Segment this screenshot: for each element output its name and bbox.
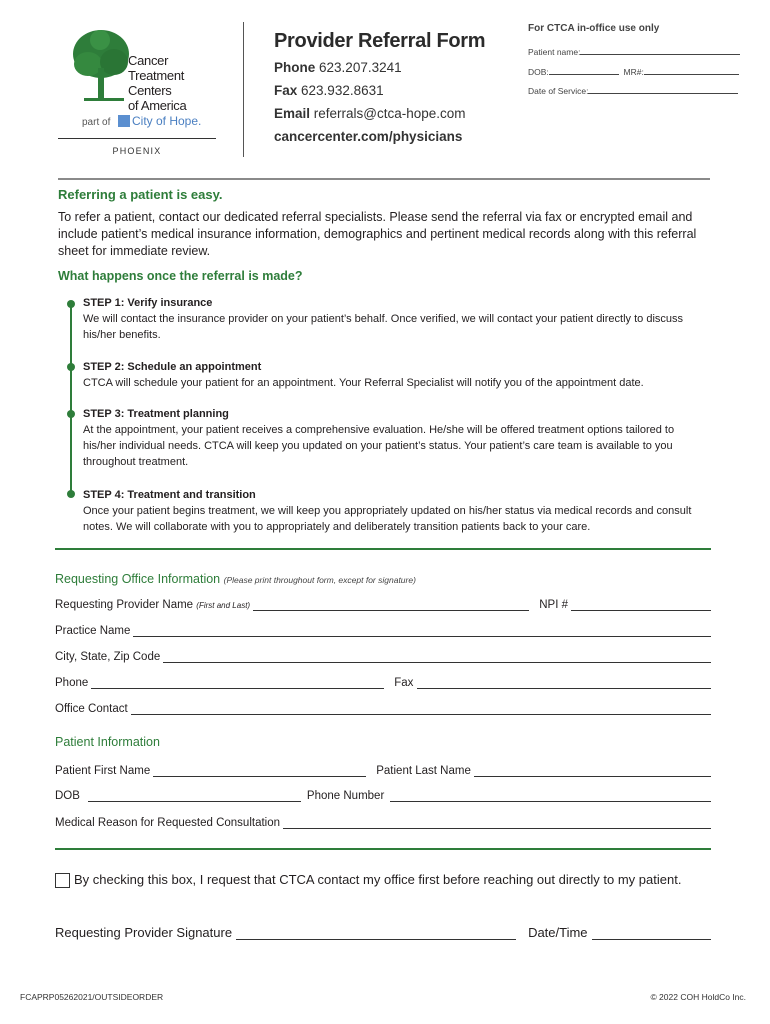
signature-label: Requesting Provider Signature (55, 925, 233, 940)
logo-wordmark (128, 53, 186, 113)
fax-line (274, 83, 384, 98)
city-state-zip-label: City, State, Zip Code (55, 651, 161, 663)
patient-phone-label: Phone Number (306, 790, 385, 802)
reason-field[interactable] (283, 816, 711, 829)
step-2 (83, 359, 708, 391)
step-3 (83, 406, 708, 470)
practice-name-field[interactable] (133, 624, 711, 637)
step-4-title: STEP 4: Treatment and transition (83, 489, 256, 501)
practice-name-label: Practice Name (55, 625, 131, 637)
step-2-title: STEP 2: Schedule an appointment (83, 361, 262, 373)
dob-field[interactable] (88, 789, 301, 802)
steps-timeline (70, 304, 72, 494)
step-2-dot (67, 363, 75, 371)
checkbox-label: By checking this box, I request that CTCA contact my office first before reaching out directly to my patient. (74, 872, 682, 887)
patient-info-title: Patient Information (55, 735, 160, 749)
reason-label: Medical Reason for Requested Consultation (55, 817, 281, 829)
city-of-hope-logo (118, 114, 201, 128)
section-divider-green (55, 548, 711, 550)
step-4-dot (67, 490, 75, 498)
signature-row (55, 922, 711, 940)
contact-office-first-checkbox[interactable] (55, 873, 70, 888)
phone-line (274, 60, 402, 75)
part-of-label: part of (82, 117, 111, 128)
office-patient-name-field[interactable] (580, 45, 740, 55)
city-of-hope-icon (118, 115, 130, 127)
location-label: PHOENIX (112, 146, 162, 156)
office-patient-name-label: Patient name: (528, 47, 581, 57)
phone-label: Phone (274, 60, 316, 75)
datetime-field[interactable] (592, 925, 711, 940)
intro-body: To refer a patient, contact our dedicated referral specialists. Please send the referral via fax or encrypted email and include patient’s medical insurance information, demographics and pertinent medical records along with this referral sheet for immediate review. (58, 210, 697, 258)
fax-label: Fax (274, 83, 298, 98)
dob-label: DOB (55, 790, 80, 802)
phone-fax-row (55, 673, 711, 689)
logo-line-2: Treatment (128, 68, 185, 83)
last-name-label: Patient Last Name (376, 765, 471, 777)
email-value[interactable]: referrals@ctca-hope.com (313, 106, 466, 121)
provider-name-row (55, 595, 711, 611)
npi-field[interactable] (571, 598, 711, 611)
reason-row (55, 813, 711, 829)
office-dob-mr (528, 65, 739, 77)
header-vertical-divider (243, 22, 244, 157)
step-4 (83, 487, 708, 535)
office-use-title: For CTCA in-office use only (528, 23, 660, 34)
step-4-text: Once your patient begins treatment, we will keep you appropriately updated on his/her status via medical records and consult notes. We will collaborate with you to appropriately and deliberately transition patients back to your care. (83, 505, 692, 533)
office-date-of-service (528, 84, 738, 96)
patient-name-row (55, 761, 711, 777)
first-name-field[interactable] (153, 764, 366, 777)
dob-phone-row (55, 786, 711, 802)
logo-line-1: Cancer (128, 53, 169, 68)
office-dob-field[interactable] (549, 65, 619, 75)
office-mr-field[interactable] (644, 65, 739, 75)
requesting-office-title (55, 572, 416, 586)
city-state-zip-field[interactable] (163, 650, 711, 663)
office-fax-field[interactable] (417, 676, 711, 689)
requesting-office-title-text: Requesting Office Information (55, 572, 221, 586)
office-dos-label: Date of Service: (528, 86, 589, 96)
provider-name-hint: (First and Last) (196, 601, 251, 610)
tree-logo-icon (70, 28, 132, 104)
office-dob-label: DOB: (528, 67, 549, 77)
step-3-dot (67, 410, 75, 418)
office-contact-row (55, 699, 711, 715)
practice-name-row (55, 621, 711, 637)
form-code: FCAPRP05262021/OUTSIDEORDER (20, 992, 164, 1002)
signature-field[interactable] (236, 925, 516, 940)
provider-name-label-text: Requesting Provider Name (55, 599, 194, 611)
provider-name-label (55, 599, 250, 611)
email-line (274, 106, 466, 121)
step-1-title: STEP 1: Verify insurance (83, 297, 213, 309)
header-divider (58, 138, 216, 139)
office-mr-label: MR#: (623, 67, 644, 77)
fax-value: 623.932.8631 (301, 83, 384, 98)
logo-line-3: Centers (128, 83, 172, 98)
step-1 (83, 295, 708, 343)
step-3-text: At the appointment, your patient receives a comprehensive evaluation. He/she will be offered treatment options tailored to his/her individual needs. CTCA will keep you updated on your patient’s status. Your patient’s care team is available to you throughout treatment. (83, 424, 675, 468)
step-2-text: CTCA will schedule your patient for an appointment. Your Referral Specialist will notify you of the appointment date. (83, 377, 644, 389)
office-dos-field[interactable] (588, 84, 738, 94)
step-3-title: STEP 3: Treatment planning (83, 408, 229, 420)
office-phone-field[interactable] (91, 676, 384, 689)
office-contact-field[interactable] (131, 702, 711, 715)
email-label: Email (274, 106, 311, 121)
provider-name-field[interactable] (253, 598, 529, 611)
datetime-label: Date/Time (528, 925, 588, 940)
office-contact-label: Office Contact (55, 703, 128, 715)
last-name-field[interactable] (474, 764, 711, 777)
steps-heading: What happens once the referral is made? (58, 269, 303, 283)
section-divider (58, 178, 710, 180)
step-1-text: We will contact the insurance provider on your patient’s behalf. Once verified, we will contact your patient directly to discuss his/her benefits. (83, 313, 683, 341)
intro-heading: Referring a patient is easy. (58, 187, 223, 202)
office-phone-label: Phone (55, 677, 89, 689)
npi-label: NPI # (539, 599, 568, 611)
website-link[interactable]: cancercenter.com/physicians (274, 129, 463, 144)
section-divider-green-2 (55, 848, 711, 850)
city-state-zip-row (55, 647, 711, 663)
first-name-label: Patient First Name (55, 765, 151, 777)
print-note: (Please print throughout form, except for signature) (223, 575, 416, 585)
logo-line-4: of America (128, 98, 187, 113)
patient-phone-field[interactable] (390, 789, 711, 802)
phone-value: 623.207.3241 (319, 60, 402, 75)
step-1-dot (67, 300, 75, 308)
city-of-hope-text: City of Hope. (132, 114, 202, 128)
page-title: Provider Referral Form (274, 30, 486, 52)
office-fax-label: Fax (394, 677, 414, 689)
office-patient-name (528, 45, 740, 57)
copyright: © 2022 COH HoldCo Inc. (650, 992, 746, 1002)
